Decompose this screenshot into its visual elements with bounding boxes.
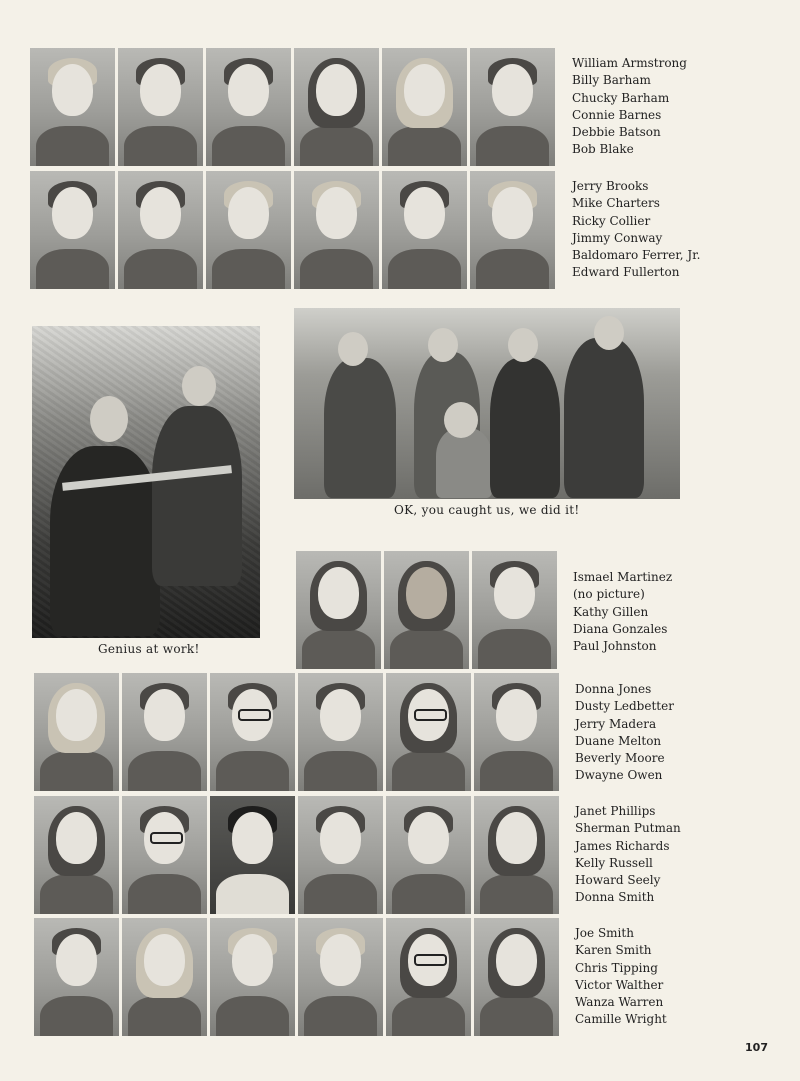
student-name: Baldomaro Ferrer, Jr.	[572, 248, 701, 263]
portrait-photo	[210, 673, 295, 791]
portrait-photo	[474, 673, 559, 791]
student-name: William Armstrong	[572, 56, 687, 70]
portrait-photo	[382, 171, 467, 289]
student-name: Donna Jones	[575, 682, 652, 696]
portrait-photo	[206, 48, 291, 166]
student-name: Duane Melton	[575, 733, 662, 748]
student-name: (no picture)	[573, 587, 645, 602]
student-name: Donna Smith	[575, 890, 655, 905]
portrait-photo	[382, 48, 467, 166]
portrait-photo	[30, 171, 115, 289]
student-name: Kathy Gillen	[573, 604, 649, 619]
portrait-photo	[474, 796, 559, 914]
student-name: Kelly Russell	[575, 855, 653, 870]
portrait-row-5	[34, 796, 559, 914]
candid-photo-group	[294, 308, 680, 499]
student-name: Chucky Barham	[572, 90, 670, 105]
student-name: Ricky Collier	[572, 213, 651, 228]
caption-genius: Genius at work!	[98, 642, 200, 656]
portrait-photo	[386, 918, 471, 1036]
portrait-row-3	[296, 551, 557, 669]
portrait-photo	[30, 48, 115, 166]
portrait-photo	[298, 918, 383, 1036]
candid-photo-genius	[32, 326, 260, 638]
name-list-5	[575, 803, 681, 907]
name-list-6	[575, 925, 667, 1029]
portrait-row-2	[30, 171, 555, 289]
portrait-photo	[470, 48, 555, 166]
portrait-photo	[210, 796, 295, 914]
caption-caught: OK, you caught us, we did it!	[394, 503, 580, 517]
name-list-3	[573, 569, 672, 655]
portrait-photo	[122, 918, 207, 1036]
portrait-row-1	[30, 48, 555, 166]
student-name: Jimmy Conway	[572, 230, 663, 245]
student-name: James Richards	[575, 838, 670, 853]
student-name: Dusty Ledbetter	[575, 699, 674, 714]
student-name: Joe Smith	[575, 926, 634, 940]
name-list-1	[572, 55, 687, 159]
portrait-row-6	[34, 918, 559, 1036]
student-name: Janet Phillips	[575, 804, 656, 818]
portrait-photo	[386, 673, 471, 791]
portrait-photo	[298, 796, 383, 914]
page-number: 107	[745, 1041, 768, 1054]
portrait-photo	[298, 673, 383, 791]
student-name: Wanza Warren	[575, 995, 664, 1010]
portrait-photo	[296, 551, 381, 669]
portrait-photo	[118, 171, 203, 289]
portrait-photo	[34, 673, 119, 791]
student-name: Camille Wright	[575, 1012, 667, 1027]
student-name: Dwayne Owen	[575, 768, 663, 783]
student-name: Victor Walther	[575, 977, 664, 992]
name-list-4	[575, 681, 674, 785]
student-name: Debbie Batson	[572, 125, 661, 140]
student-name: Jerry Madera	[575, 716, 657, 731]
portrait-photo	[472, 551, 557, 669]
student-name: Diana Gonzales	[573, 621, 668, 636]
portrait-photo	[294, 171, 379, 289]
portrait-row-4	[34, 673, 559, 791]
portrait-photo	[122, 796, 207, 914]
name-list-2	[572, 178, 700, 282]
portrait-photo	[34, 796, 119, 914]
portrait-photo	[474, 918, 559, 1036]
portrait-photo	[122, 673, 207, 791]
student-name: Jerry Brooks	[572, 179, 649, 193]
student-name: Karen Smith	[575, 943, 652, 958]
student-name: Ismael Martinez	[573, 570, 673, 584]
portrait-photo	[384, 551, 469, 669]
portrait-photo	[118, 48, 203, 166]
student-name: Chris Tipping	[575, 960, 658, 975]
student-name: Bob Blake	[572, 142, 634, 157]
student-name: Beverly Moore	[575, 751, 665, 766]
student-name: Connie Barnes	[572, 107, 662, 122]
portrait-photo	[34, 918, 119, 1036]
student-name: Howard Seely	[575, 873, 661, 888]
portrait-photo	[294, 48, 379, 166]
student-name: Mike Charters	[572, 196, 660, 211]
student-name: Sherman Putman	[575, 821, 681, 836]
student-name: Edward Fullerton	[572, 265, 680, 280]
portrait-photo	[206, 171, 291, 289]
student-name: Billy Barham	[572, 73, 651, 88]
portrait-photo	[210, 918, 295, 1036]
student-name: Paul Johnston	[573, 639, 657, 654]
portrait-photo	[386, 796, 471, 914]
portrait-photo	[470, 171, 555, 289]
